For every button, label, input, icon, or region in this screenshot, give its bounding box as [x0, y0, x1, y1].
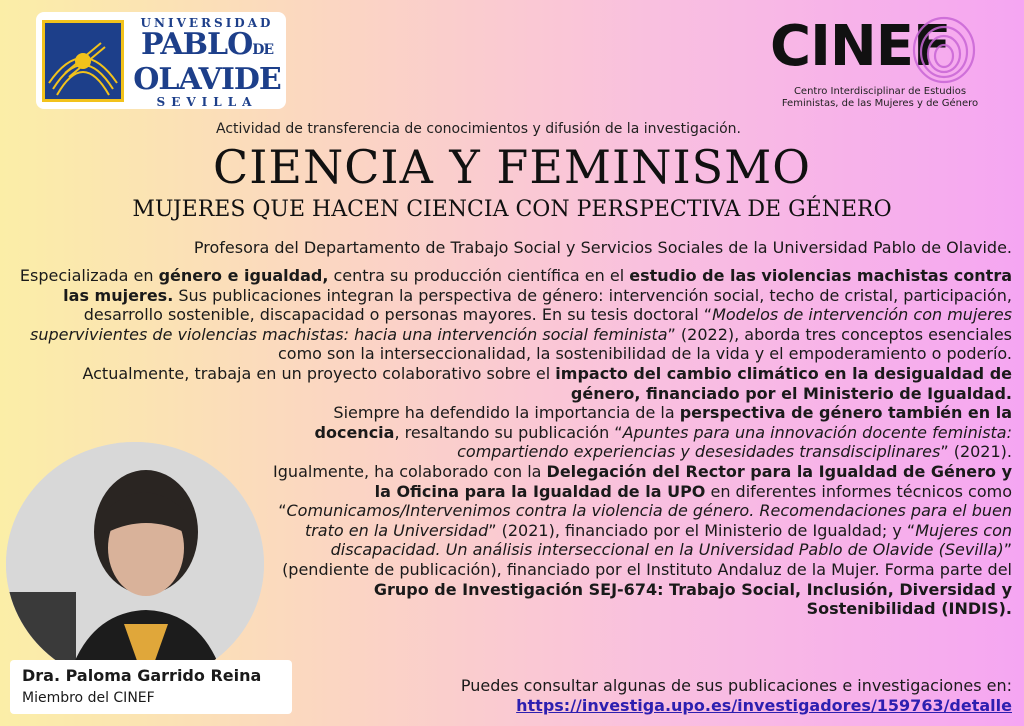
- cinef-wordmark: CINEF: [770, 14, 951, 79]
- bio-paragraph-teaching: Siempre ha defendido la importancia de la perspectiva de género también en la docencia, resaltando su publicación “Apuntes para una innovación docente feminista: compartiendo experiencias y desesidades transdisciplinares” (2021).: [314, 403, 1012, 462]
- fingerprint-icon: [908, 14, 980, 90]
- bio-paragraph-project: Actualmente, trabaja en un proyecto colaborativo sobre el impacto del cambio climático en la desigualdad de género, financiado por el Ministerio de Igualdad.: [82, 363, 1012, 403]
- page-title: CIENCIA Y FEMINISMO: [213, 140, 811, 194]
- bio-paragraph-specialization: Especializada en género e igualdad, centra su producción científica en el estudio de las violencias machistas contra las mujeres. Sus publicaciones integran la perspectiva de género: intervención social, techo de cristal, participación, desarrollo sostenible, discapacidad o personas mayores. En su tesis doctoral “Modelos de intervención con mujeres supervivientes de violencias machistas: hacia una intervención social feminista” (2022), aborda tres conceptos esenciales como son la interseccionalidad, la sostenibilidad de la vida y el empoderamiento o poderío.: [19, 266, 1012, 364]
- upo-emblem-icon: [42, 20, 124, 102]
- upo-university-label: UNIVERSIDAD: [140, 16, 274, 30]
- profile-card: [10, 660, 292, 714]
- upo-pablo-label: PABLODE: [140, 27, 274, 62]
- profile-role: Miembro del CINEF: [22, 690, 155, 706]
- upo-logo: [38, 14, 284, 107]
- bio-paragraph-collaboration: Igualmente, ha colaborado con la Delegación del Rector para la Igualdad de Género y la Oficina para la Igualdad de la UPO en diferentes informes técnicos como “Comunicamos/Intervenimos contra la violencia de género. Recomendaciones para el buen trato en la Universidad” (2021), financiado por el Ministerio de Igualdad; y “Mujeres con discapacidad. Un análisis interseccional en la Universidad Pablo de Olavide (Sevilla)” (pendiente de publicación), financiado por el Instituto Andaluz de la Mujer. Forma parte del Grupo de Investigación SEJ-674: Trabajo Social, Inclusión, Diversidad y Sostenibilidad (INDIS).: [273, 461, 1012, 619]
- page-subtitle: MUJERES QUE HACEN CIENCIA CON PERSPECTIVA DE GÉNERO: [132, 197, 892, 222]
- cinef-logo: [770, 14, 990, 114]
- bio-intro: Profesora del Departamento de Trabajo Social y Servicios Sociales de la Universidad Pablo de Olavide.: [193, 238, 1012, 257]
- upo-city-label: SEVILLA: [156, 95, 258, 109]
- upo-wordmark: [132, 16, 282, 109]
- profile-link[interactable]: https://investiga.upo.es/investigadores/159763/detalle: [516, 696, 1012, 715]
- activity-label: Actividad de transferencia de conocimientos y difusión de la investigación.: [216, 121, 741, 137]
- upo-olavide-label: OLAVIDE: [133, 62, 281, 97]
- profile-photo: [6, 442, 264, 686]
- consult-text: Puedes consultar algunas de sus publicaciones e investigaciones en:: [460, 676, 1012, 695]
- cinef-subtitle: Centro Interdisciplinar de Estudios Feministas, de las Mujeres y de Género: [781, 86, 979, 109]
- profile-name: Dra. Paloma Garrido Reina: [22, 666, 262, 685]
